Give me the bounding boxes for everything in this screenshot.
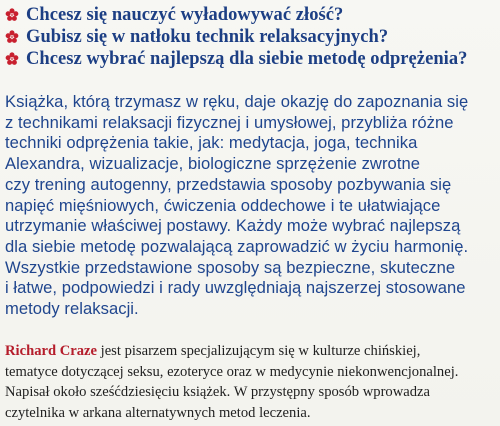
description-line: techniki odprężenia takie, jak: medytacja, joga, technika: [5, 133, 418, 153]
description-line: metody relaksacji.: [5, 299, 139, 319]
question-list: [5, 4, 497, 70]
author-bio: [5, 341, 497, 423]
question-item: [5, 26, 497, 48]
description-line: utrzymanie właściwej postawy. Każdy może wybrać najlepszą: [5, 216, 461, 236]
description-line: i łatwe, podpowiedzi i rady uwzględniają najszerzej stosowane: [5, 278, 466, 298]
bio-line: czytelnika w arkana alternatywnych metod leczenia.: [5, 404, 311, 421]
description-paragraph: [5, 92, 497, 320]
bio-line: [5, 341, 497, 362]
description-line: dla siebie metodę pozwalającą zaprowadzić w życiu harmonię.: [5, 236, 469, 256]
question-text: Chcesz wybrać najlepszą dla siebie metodę odprężenia?: [26, 48, 468, 69]
bio-line: tematyce dotyczącej seksu, ezoteryce oraz w medycynie niekonwencjonalnej.: [5, 363, 459, 380]
flower-icon: [5, 8, 19, 22]
description-line: z technikami relaksacji fizycznej i umysłowej, przybliża różne: [5, 112, 454, 132]
question-item: [5, 4, 497, 26]
bio-line-text: jest pisarzem specjalizującym się w kulturze chińskiej,: [97, 343, 421, 359]
description-line: czy trening autogenny, przedstawia sposoby pozbywania się: [5, 174, 452, 194]
question-text: Chcesz się nauczyć wyładowywać złość?: [26, 4, 344, 25]
description-line: Wszystkie przedstawione sposoby są bezpieczne, skuteczne: [5, 257, 456, 277]
author-name: Richard Craze: [5, 343, 97, 359]
description-line: Alexandra, wizualizacje, biologiczne sprzężenie zwrotne: [5, 154, 421, 174]
description-line: napięć mięśniowych, ćwiczenia oddechowe i te ułatwiające: [5, 195, 441, 215]
bio-line: Napisał około sześćdziesięciu książek. W przystępny sposób wprowadza: [5, 384, 430, 401]
question-item: [5, 48, 497, 70]
description-line: Książka, którą trzymasz w ręku, daje okazję do zapoznania się: [5, 92, 469, 111]
flower-icon: [5, 52, 19, 66]
flower-icon: [5, 30, 19, 44]
question-text: Gubisz się w natłoku technik relaksacyjnych?: [26, 26, 389, 47]
